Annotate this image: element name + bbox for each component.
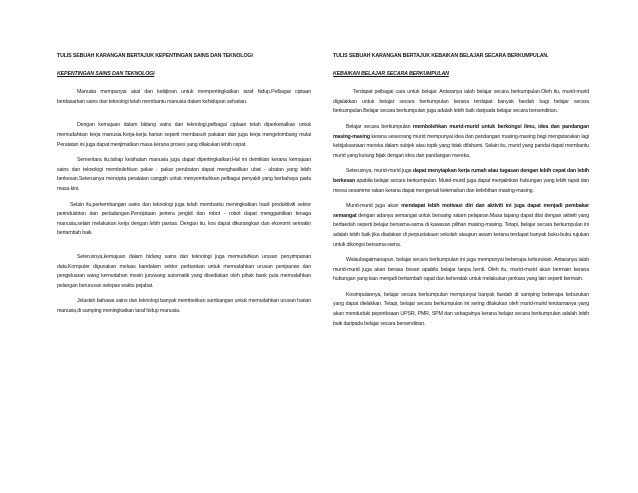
right-paragraph-4-rest: dengan adanya semangat untuk bersaing salam pelajaran.Masa lapang dapat diisi dengan aktiviti yang berfaedah seperti belajar bersama-sama di kawasan pilihan masing-masing. Tetapi, belajar secara berkumpulan ini adalah lebih baik jika diadakan di perpustakaan sekolah ataupun awam kerana terdapat banyak buku-buku rujukan untuk dikongsi bersama-sama. <box>333 212 589 248</box>
right-paragraph-3 <box>333 167 589 196</box>
left-paragraph-4: Selain itu,perkembangan sains dan teknologi juga telah membantu meningkatkan hasil produktiviti sektor perindustrian dan perladangan.Penciptaan jentera jengkit dan robot - robot dapat menggantikan tenaga manusia,selain melakukan kerja dengan lebih pantas. Dengan itu, kos dapat dikurangkan dan ekonomi semakin bertambah baik. <box>57 201 311 237</box>
right-paragraph-3-bold: dapat menyiapkan kerja rumah atau tugasan dengan lebih cepat dan lebih berkesan <box>333 168 590 184</box>
right-paragraph-3-lead: Seterusnya, murid-murid juga <box>346 168 413 175</box>
right-paragraph-4-bold: mendapat lebih motivasi diri dan aktiviti ini juga dapat menjadi pembakar semangat <box>333 203 589 219</box>
right-paragraph-3-rest: apabila belajar secara berkumpulan. Murid-murid juga dapat menjalinkan hubungan yang lebih rapat dan mesra sesamme rakan kerana dapat mengenali kelemahan dan kelebihan masing-masing. <box>333 177 589 194</box>
right-paragraph-2-lead: Belajar secara berkumpulan <box>346 123 413 130</box>
right-paragraph-4 <box>333 202 589 250</box>
right-paragraph-2-bold: membolehkan murid-murid untuk berkongsi ilmu, idea dan pandangan masing-masing <box>333 123 589 140</box>
left-paragraph-2: Dengan kemajuan dalam bidang sains dan teknologi,pelbagai ciptaan telah diperkenalkan untuk memudahkan kerja manusia.Kerja-kerja harian seperti membasuh pakaian dan juga kerja mengelombang mulai Peralatan ini juga dapat menjimatkan masa kerana proses yang dilakukan lebih cepat. <box>57 122 311 148</box>
left-paragraph-5: Seterusnya,kemajuan dalam bidang sains dan teknologi juga memudahkan urusan penyimpanan data.Komputer digunakan meluas kandalam sektor perbankan untuk memudahkan urusan penipanan dan pengeluaran wang kemudahan mesin juruwang automatik yang disediakan oleh pihak bank pula memudahkan pelangan berurusan selepas waktu pejabat. <box>57 253 311 289</box>
right-essay-title: TULIS SEBUAH KARANGAN BERTAJUK KEBAIKAN BELAJAR SECARA BERKUMPULAN. <box>333 53 549 59</box>
left-essay-title: TULIS SEBUAH KARANGAN BERTAJUK KEPENTINGAN SAINS DAN TEKNOLOGI <box>57 53 253 59</box>
left-essay-column <box>57 52 311 322</box>
right-paragraph-1: Terdapat pelbagai cara untuk belajar. Antaranya ialah belajar secara berkumpulan.Oleh itu, murid-murid digalakkan untuk belajar secara berkumpulan kerana terdapat banyak faedah bagi belajar secara berkumpulan.Belajar secara berkumpulan juga adalah lebih baik daripada belajar secara bersendirian. <box>333 89 589 115</box>
right-paragraph-4-lead: Murid-murid juga akan <box>346 203 402 210</box>
right-essay-column <box>333 52 589 335</box>
right-essay-subtitle: KEBAIKAN BELAJAR SECARA BERKUMPULAN <box>333 70 449 77</box>
right-paragraph-5: Walaubagaimanapun, belajar secara berkumpulan ini juga mempunyai beberapa keburukan. Antaranya ialah murid-murid juga akan berasa bosan apabila belajar tanpa henti. Oleh itu, murid-murid akan bermain kerana hubungan yang kian menjadi bertambah rapat dan kehendak untuk melakukan perkara yang lain seperti bermain. <box>333 257 589 283</box>
left-paragraph-6: Jelaslah bahawa sains dan teknologi banyak memberikan sumbangan untuk memudahkan urusan harian manusia,di samping meningkatkan taraf hidup manusia. <box>57 298 311 314</box>
left-paragraph-3: Sementara itu,tahap kesihatan manusia juga dapat dipertingkatkan.Hal ini demikian kerana kemajuan sains dan teknologi membolehkan pakar - pakar perubatan dapat menghasilkan ubat - ubatan yang lebih berkesan.Seterusnya mencipta peralatan canggih untuk menyembuhkan pelbagai penyakit yang berbahaya pada masa kini. <box>57 157 311 192</box>
right-paragraph-2-rest: kerana seseorang murid mempunyai idea dan pandangan masing-masing bagi mengutarakan lagi kebijaksanaan mereka dalam subjek atau topik yang tidak difahami. Selain itu, murid yang pandai dapat membantu murid yang kurang bijak dengan idea dan pandangan mereka. <box>333 133 589 159</box>
right-paragraph-2 <box>333 123 589 161</box>
right-paragraph-6: Kesimpulannya, belajar secara berkumpulan mempunyai banyak faedah di samping beberapa keburukan yang dapat dielakkan. Tetapi, belajar secara berkumpulan ini sering dilakukan oleh murid-murid terutamanya yang akan menduduki peperiksaan UPSR, PMR, SPM dan sebagainya kerana belajar secara berkumpulan adalah lebih baik daripada belajar secara bersendirian. <box>333 291 589 327</box>
left-essay-subtitle: KEPENTINGAN SAINS DAN TEKNOLOGI <box>57 70 155 77</box>
left-paragraph-1: Manusia mempunyai akal dan kebijinan untuk mempertingkatkan taraf hidup.Pelbagai ciptaan berdasarkan sains dan teknologi telah membantu manusia dalam kehidupan seharian. <box>57 89 311 105</box>
